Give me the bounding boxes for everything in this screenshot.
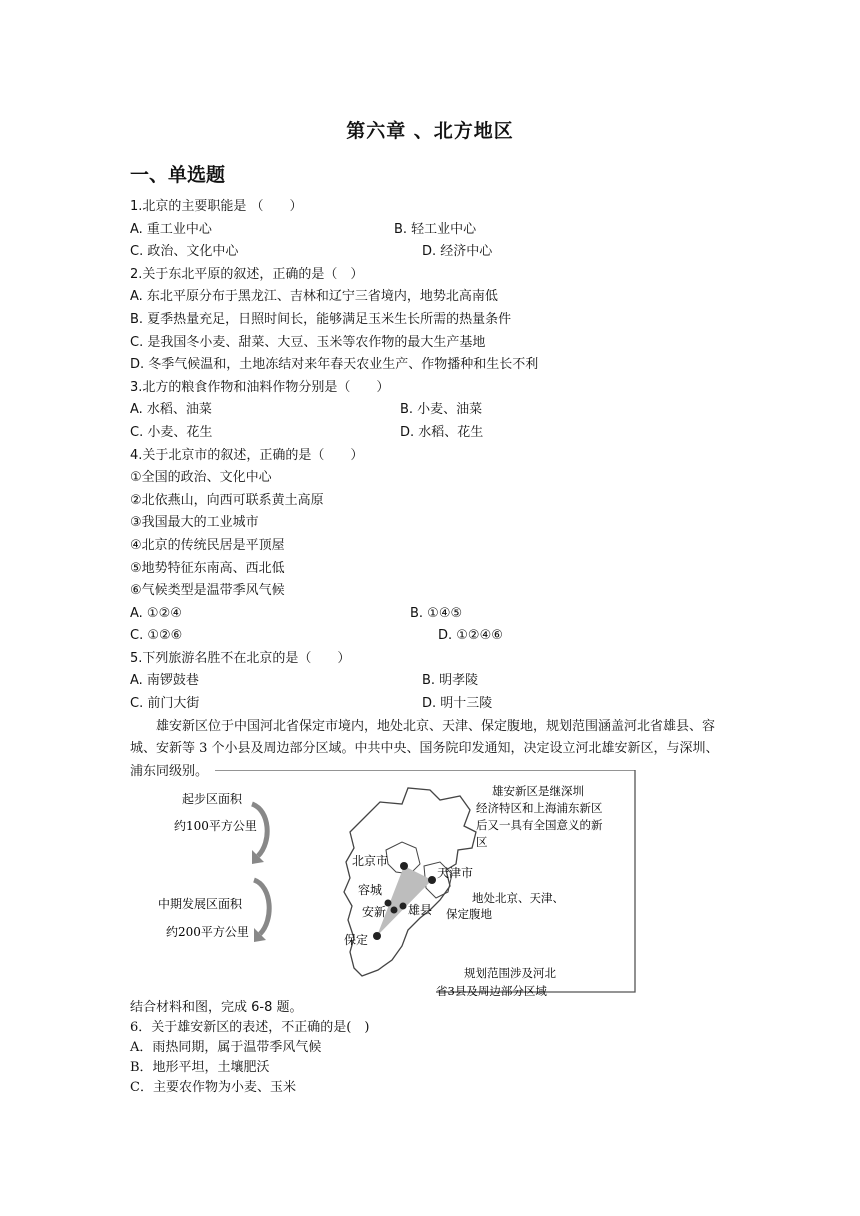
note-mid-line: 保定腹地 [446, 907, 492, 921]
question-stem: 1.北京的主要职能是 （ ） [130, 199, 303, 214]
note-top-line: 经济特区和上海浦东新区 [476, 801, 603, 815]
question-stem: 3.北方的粮食作物和油料作物分别是（ ） [130, 379, 390, 395]
option: D. 水稻、花生 [400, 424, 484, 440]
option: A. 南锣鼓巷 [130, 673, 199, 689]
question-list [130, 196, 730, 783]
option-row [130, 670, 730, 693]
statement-item: ②北依燕山，向西可联系黄土高原 [130, 492, 324, 508]
statement-item: ⑥气候类型是温带季风气候 [130, 583, 285, 599]
city-label-tianjin: 天津市 [437, 866, 474, 880]
option: A. 重工业中心 [130, 221, 212, 237]
option: B．地形平坦，土壤肥沃 [130, 1060, 270, 1075]
city-dot [400, 862, 408, 870]
left-bottom-label: 中期发展区面积 [158, 897, 243, 911]
option: A. 水稻、油菜 [130, 402, 212, 418]
question-stem: 5.下列旅游名胜不在北京的是（ ） [130, 650, 351, 666]
city-dot [400, 903, 407, 910]
option: A. ①②④ [130, 605, 182, 621]
question-stem: 6．关于雄安新区的表述，不正确的是( ) [130, 1020, 370, 1035]
option-row [130, 603, 730, 626]
xiongan-map-figure [140, 770, 640, 996]
option: C. 小麦、花生 [130, 424, 213, 440]
instruction: 结合材料和图，完成 6-8 题。 [130, 1000, 303, 1015]
option: B. 轻工业中心 [394, 221, 477, 237]
option-row [130, 399, 730, 422]
option-row [130, 693, 730, 716]
city-label-rongcheng: 容城 [358, 883, 383, 897]
city-label-beijing: 北京市 [352, 854, 389, 868]
option: A．雨热同期，属于温带季风气候 [130, 1040, 322, 1055]
city-label-xiongxian: 雄县 [408, 903, 433, 917]
option: B. 明孝陵 [422, 673, 479, 689]
statement-item: ①全国的政治、文化中心 [130, 470, 272, 486]
chapter-title: 第六章 、北方地区 [346, 120, 514, 142]
option: B. 夏季热量充足，日照时间长，能够满足玉米生长所需的热量条件 [130, 311, 512, 327]
note-top-line: 区 [476, 835, 488, 849]
left-top-label: 起步区面积 [182, 792, 243, 806]
note-top-line: 后又一具有全国意义的新 [476, 818, 603, 832]
note-bottom-line: 省3县及周边部分区域 [436, 984, 547, 996]
city-label-anxin: 安新 [362, 905, 387, 919]
note-bottom-line: 规划范围涉及河北 [464, 966, 556, 980]
option: B. ①④⑤ [410, 605, 463, 621]
left-top-value: 约100平方公里 [174, 819, 257, 833]
option-row [130, 241, 730, 264]
option: C．主要农作物为小麦、玉米 [130, 1080, 296, 1095]
left-bottom-value: 约200平方公里 [166, 925, 249, 939]
option: D. 经济中心 [422, 244, 493, 260]
option: C. 政治、文化中心 [130, 244, 239, 260]
section-heading: 一、单选题 [130, 164, 226, 186]
passage: 雄安新区位于中国河北省保定市境内，地处北京、天津、保定腹地，规划范围涵盖河北省雄县、容城、安新等 3 个小县及周边部分区域。中共中央、国务院印发通知，决定设立河北雄安新区，与深圳、浦东同级别。 [130, 718, 719, 779]
statement-item: ⑤地势特征东南高、西北低 [130, 560, 285, 576]
note-mid-line: 地处北京、天津、 [472, 891, 564, 905]
option: B. 小麦、油菜 [400, 402, 483, 418]
city-dot [391, 907, 398, 914]
option: D. 冬季气候温和，土地冻结对来年春天农业生产、作物播种和生长不利 [130, 357, 539, 373]
city-dot [428, 876, 436, 884]
option-row [130, 625, 730, 648]
option: D. ①②④⑥ [438, 628, 503, 644]
option: C. 是我国冬小麦、甜菜、大豆、玉米等农作物的最大生产基地 [130, 334, 486, 350]
statement-item: ④北京的传统民居是平顶屋 [130, 537, 285, 553]
option: D. 明十三陵 [422, 696, 493, 712]
curved-arrow-icon [254, 880, 269, 934]
option: A. 东北平原分布于黑龙江、吉林和辽宁三省境内，地势北高南低 [130, 289, 498, 305]
option: C. 前门大街 [130, 696, 200, 712]
option-row [130, 422, 730, 445]
option-row [130, 219, 730, 242]
option: C. ①②⑥ [130, 628, 183, 644]
question-stem: 4.关于北京市的叙述，正确的是（ ） [130, 447, 364, 463]
city-label-baoding: 保定 [344, 933, 369, 947]
follow-up-section [130, 996, 730, 1098]
note-top-line: 雄安新区是继深圳 [492, 784, 584, 798]
city-dot [373, 932, 381, 940]
statement-item: ③我国最大的工业城市 [130, 515, 259, 531]
question-stem: 2.关于东北平原的叙述，正确的是（ ） [130, 266, 364, 282]
